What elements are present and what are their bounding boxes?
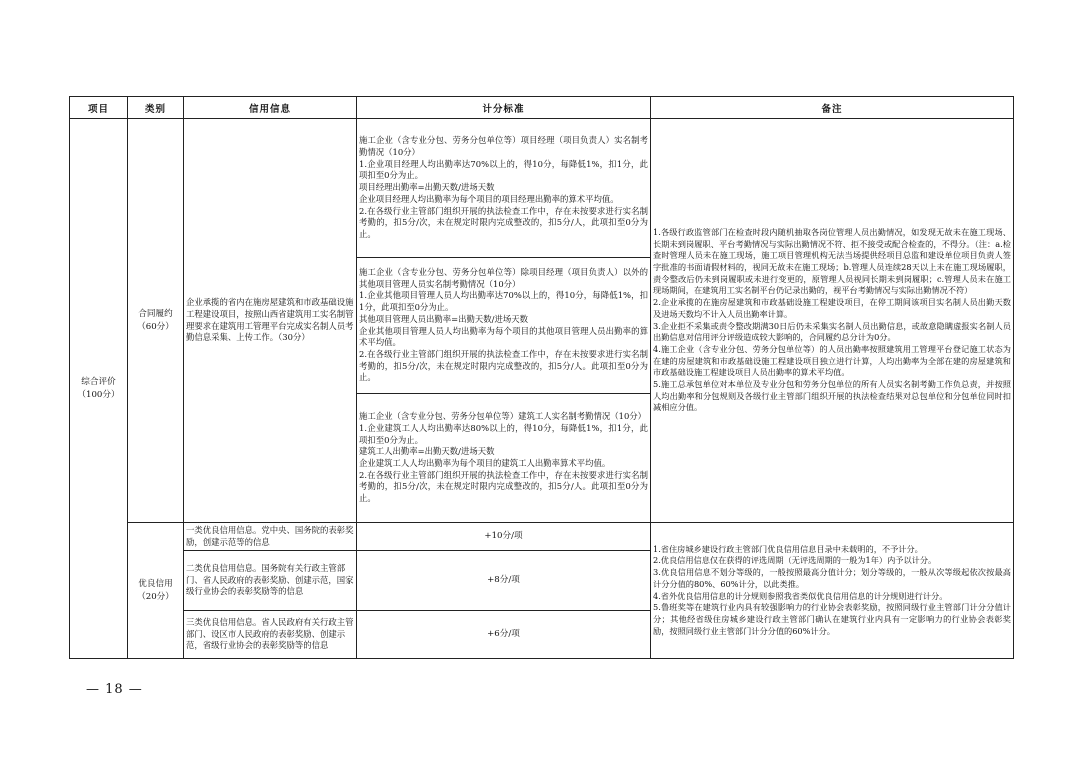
- header-credit-info: 信用信息: [184, 97, 357, 119]
- credit-info-excellent-3: 三类优良信用信息。省人民政府有关行政主管部门、设区市人民政府的表彰奖励、创建示范，省级行业协会的表彰奖励等的信息: [184, 611, 357, 659]
- score-excellent-1: +10分/项: [357, 523, 651, 551]
- category-excellent: 优良信用 （20分）: [128, 523, 184, 659]
- header-remarks: 备注: [651, 97, 1014, 119]
- header-category: 类别: [128, 97, 184, 119]
- credit-evaluation-table: [69, 96, 1014, 659]
- category-contract: 合同履约 （60分）: [128, 119, 184, 523]
- header-scoring: 计分标准: [357, 97, 651, 119]
- header-item: 项目: [70, 97, 128, 119]
- table-header-row: [70, 97, 1014, 119]
- item-comprehensive-evaluation: 综合评价 （100分）: [70, 119, 128, 659]
- scoring-workers: 施工企业（含专业分包、劳务分包单位等）建筑工人实名制考勤情况（10分） 1.企业建筑工人人均出勤率达80%以上的，得10分，每降低1%，扣1分，此项扣至0分为止。 建筑工人出勤率=出勤天数/进场天数 企业建筑工人人均出勤率为每个项目的建筑工人出勤率算术平均值。 2.在各级行业主管部门组织开展的执法检查工作中，存在未按要求进行实名制考勤的，扣5分/次，未在规定时限内完成整改的，扣5分/人。此项扣至0分为止。: [357, 394, 651, 523]
- page-number: — 18 —: [86, 682, 143, 697]
- remarks-excellent: 1.省住房城乡建设行政主管部门优良信用信息目录中未载明的，不予计分。 2.优良信用信息仅在获得的评选周期（无评选周期的一般为1年）内予以计分。 3.优良信用信息不划分等级的，一般按照最高分值计分；划分等级的，一般从次等级起依次按最高计分分值的80%、60%计分，以此类推。 4.省外优良信用信息的计分规则参照我省类似优良信用信息的计分规则进行计分。 5.鲁班奖等在建筑行业内具有较强影响力的行业协会表彰奖励，按照同级行业主管部门计分分值计分；其他经省级住房城乡建设行政主管部门确认在建筑行业内具有一定影响力的行业协会表彰奖励，按照同级行业主管部门计分分值的60%计分。: [651, 523, 1014, 659]
- credit-info-excellent-2: 二类优良信用信息。国务院有关行政主管部门、省人民政府的表彰奖励、创建示范，国家级行业协会的表彰奖励等的信息: [184, 551, 357, 611]
- table-row: [70, 119, 1014, 258]
- remarks-contract: 1.各级行政监管部门在检查时段内随机抽取各岗位管理人员出勤情况，如发现无故未在施工现场、长期未到岗履职、平台考勤情况与实际出勤情况不符、拒不接受或配合检查的，不得分。（注：a.检查时管理人员未在施工现场，施工项目管理机构无法当场提供经项目总监和建设单位项目负责人签字批准的书面请假材料的，视同无故未在施工现场；b.管理人员连续28天以上未在施工现场履职，责令整改后仍未到岗履职或未进行变更的，原管理人员视同长期未到岗履职；c.管理人员未在施工现场期间，在建筑用工实名制平台仍记录出勤的，视平台考勤情况与实际出勤情况不符） 2.企业承揽的在施房屋建筑和市政基础设施工程建设项目，在停工期间该项目实名制人员出勤天数及进场天数均不计入人员出勤率计算。 3.企业拒不采集或责令整改期满30日后仍未采集实名制人员出勤信息，或故意隐瞒虚报实名制人员出勤信息对信用评分评级造成较大影响的，合同履约总分计为0分。 4.施工企业（含专业分包、劳务分包单位等）的人员出勤率按照建筑用工管理平台登记施工状态为在建的房屋建筑和市政基础设施工程建设项目独立进行计算，人均出勤率为全部在建的房屋建筑和市政基础设施工程建设项目人员出勤率的算术平均值。 5.施工总承包单位对本单位及专业分包和劳务分包单位的所有人员实名制考勤工作负总责，并按照人均出勤率和分包规则及各级行业主管部门组织开展的执法检查结果对总包单位和分包单位同时扣减相应分值。: [651, 119, 1014, 523]
- table-row: [70, 523, 1014, 551]
- scoring-other-managers: 施工企业（含专业分包、劳务分包单位等）除项目经理（项目负责人）以外的其他项目管理人员实名制考勤情况（10分） 1.企业其他项目管理人员人均出勤率达70%以上的，得10分，每降低1%，扣1分，此项扣至0分为止。 其他项目管理人员出勤率=出勤天数/进场天数 企业其他项目管理人员人均出勤率为每个项目的其他项目管理人员出勤率的算术平均值。 2.在各级行业主管部门组织开展的执法检查工作中，存在未按要求进行实名制考勤的，扣5分/次，未在规定时限内完成整改的，扣5分/人。此项扣至0分为止。: [357, 258, 651, 394]
- credit-info-excellent-1: 一类优良信用信息。党中央、国务院的表彰奖励，创建示范等的信息: [184, 523, 357, 551]
- score-excellent-2: +8分/项: [357, 551, 651, 611]
- scoring-project-manager: 施工企业（含专业分包、劳务分包单位等）项目经理（项目负责人）实名制考勤情况（10分） 1.企业项目经理人均出勤率达70%以上的，得10分，每降低1%，扣1分，此项扣至0分为止。 项目经理出勤率=出勤天数/进场天数 企业项目经理人均出勤率为每个项目的项目经理出勤率的算术平均值。 2.在各级行业主管部门组织开展的执法检查工作中，存在未按要求进行实名制考勤的，扣5分/次，未在规定时限内完成整改的，扣5分/人，此项扣至0分为止。: [357, 119, 651, 258]
- score-excellent-3: +6分/项: [357, 611, 651, 659]
- credit-info-contract: 企业承揽的省内在施房屋建筑和市政基础设施工程建设项目，按照山西省建筑用工实名制管理要求在建筑用工管理平台完成实名制人员考勤信息采集、上传工作。（30分）: [184, 119, 357, 523]
